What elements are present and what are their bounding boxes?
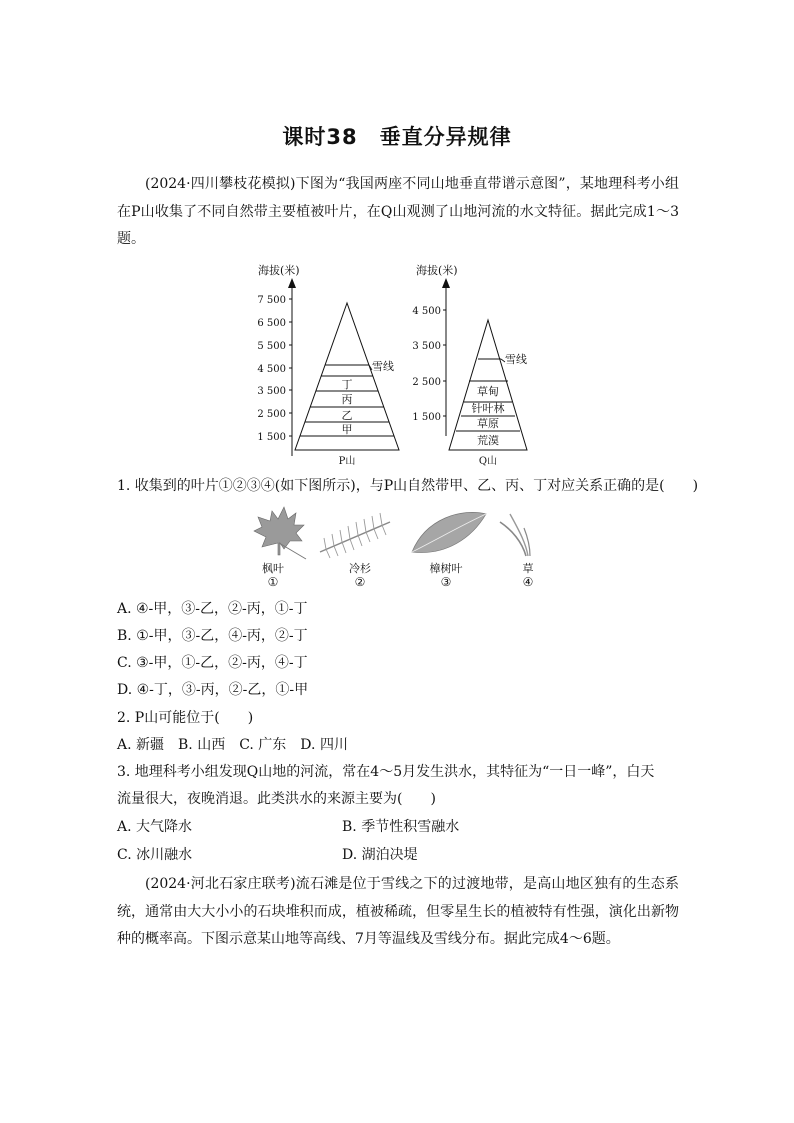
q-band-label: 针叶林	[471, 402, 505, 415]
p-tick: 6 500	[257, 318, 286, 329]
leaf-label: 草	[522, 562, 534, 575]
q1-option-c: C. ③-甲，①-乙，②-丙，④-丁	[117, 655, 308, 671]
fir-branch-icon	[316, 508, 396, 560]
q3-option-a: A. 大气降水	[117, 819, 193, 835]
p-band-label: 丁	[341, 378, 353, 391]
q2-options: A. 新疆 B. 山西 C. 广东 D. 四川	[117, 737, 348, 753]
p-axis-label: 海拔(米)	[258, 264, 300, 277]
grass-icon	[496, 508, 540, 560]
camphor-leaf-icon	[406, 508, 490, 560]
q-tick: 1 500	[412, 412, 441, 423]
p-band-label: 丙	[341, 393, 353, 406]
p-band-label: 乙	[341, 409, 353, 422]
intro-paragraph-2: (2024·河北石家庄联考)流石滩是位于雪线之下的过渡地带，是高山地区独有的生态系统，通常由大大小小的石块堆积而成，植被稀疏，但零星生长的植被特有性强，演化出新物种的概率高。下图示意某山地等高线、7月等温线及雪线分布。据此完成4～6题。	[117, 876, 679, 947]
p-tick: 7 500	[257, 295, 286, 306]
q-band-label: 草原	[477, 417, 499, 430]
q3-option-c: C. 冰川融水	[117, 847, 193, 863]
maple-leaf-icon	[250, 503, 310, 561]
q-mountain-diagram	[412, 258, 552, 468]
intro-paragraph-1: (2024·四川攀枝花模拟)下图为“我国两座不同山地垂直带谱示意图”，某地理科考小组在P山收集了不同自然带主要植被叶片，在Q山观测了山地河流的水文特征。据此完成1～3题。	[117, 176, 679, 247]
q-mountain-label: Q山	[478, 456, 498, 467]
page-title: 课时38 垂直分异规律	[282, 125, 512, 149]
q-snowline-label: 雪线	[505, 353, 527, 366]
q-band-label: 荒漠	[477, 434, 499, 447]
q3-option-b: B. 季节性积雪融水	[342, 819, 460, 835]
q1-option-d: D. ④-丁，③-丙，②-乙，①-甲	[117, 682, 309, 698]
leaf-number: ④	[522, 575, 534, 589]
leaf-label: 枫叶	[262, 562, 284, 575]
q-axis-label: 海拔(米)	[416, 264, 458, 277]
leaf-number: ①	[267, 575, 279, 589]
p-tick: 5 500	[257, 341, 286, 352]
leaf-number: ②	[354, 575, 366, 589]
p-mountain-diagram	[250, 258, 410, 468]
q-tick: 3 500	[412, 341, 441, 352]
q-band-label: 草甸	[477, 385, 499, 398]
q3-option-d: D. 湖泊决堤	[342, 847, 418, 863]
p-tick: 2 500	[257, 409, 286, 420]
q1-option-a: A. ④-甲，③-乙，②-丙，①-丁	[117, 601, 308, 617]
q3-stem-line-1: 3. 地理科考小组发现Q山地的河流，常在4～5月发生洪水，其特征为“一日一峰”，白天	[117, 764, 655, 780]
q2-stem: 2. P山可能位于( )	[117, 710, 254, 726]
q-tick: 2 500	[412, 377, 441, 388]
leaf-number: ③	[440, 575, 452, 589]
p-tick: 1 500	[257, 432, 286, 443]
q1-stem: 1. 收集到的叶片①②③④(如下图所示)，与P山自然带甲、乙、丙、丁对应关系正确的是( )	[117, 478, 699, 494]
p-tick: 3 500	[257, 386, 286, 397]
p-mountain-label: P山	[338, 456, 356, 467]
p-snowline-label: 雪线	[372, 360, 394, 373]
q1-option-b: B. ①-甲，③-乙，④-丙，②-丁	[117, 628, 308, 644]
p-band-label: 甲	[341, 423, 353, 436]
q-tick: 4 500	[412, 306, 441, 317]
leaf-label: 樟树叶	[429, 562, 463, 575]
leaf-label: 冷杉	[349, 562, 371, 575]
q3-stem-line-2: 流量很大，夜晚消退。此类洪水的来源主要为( )	[117, 791, 436, 807]
p-tick: 4 500	[257, 364, 286, 375]
